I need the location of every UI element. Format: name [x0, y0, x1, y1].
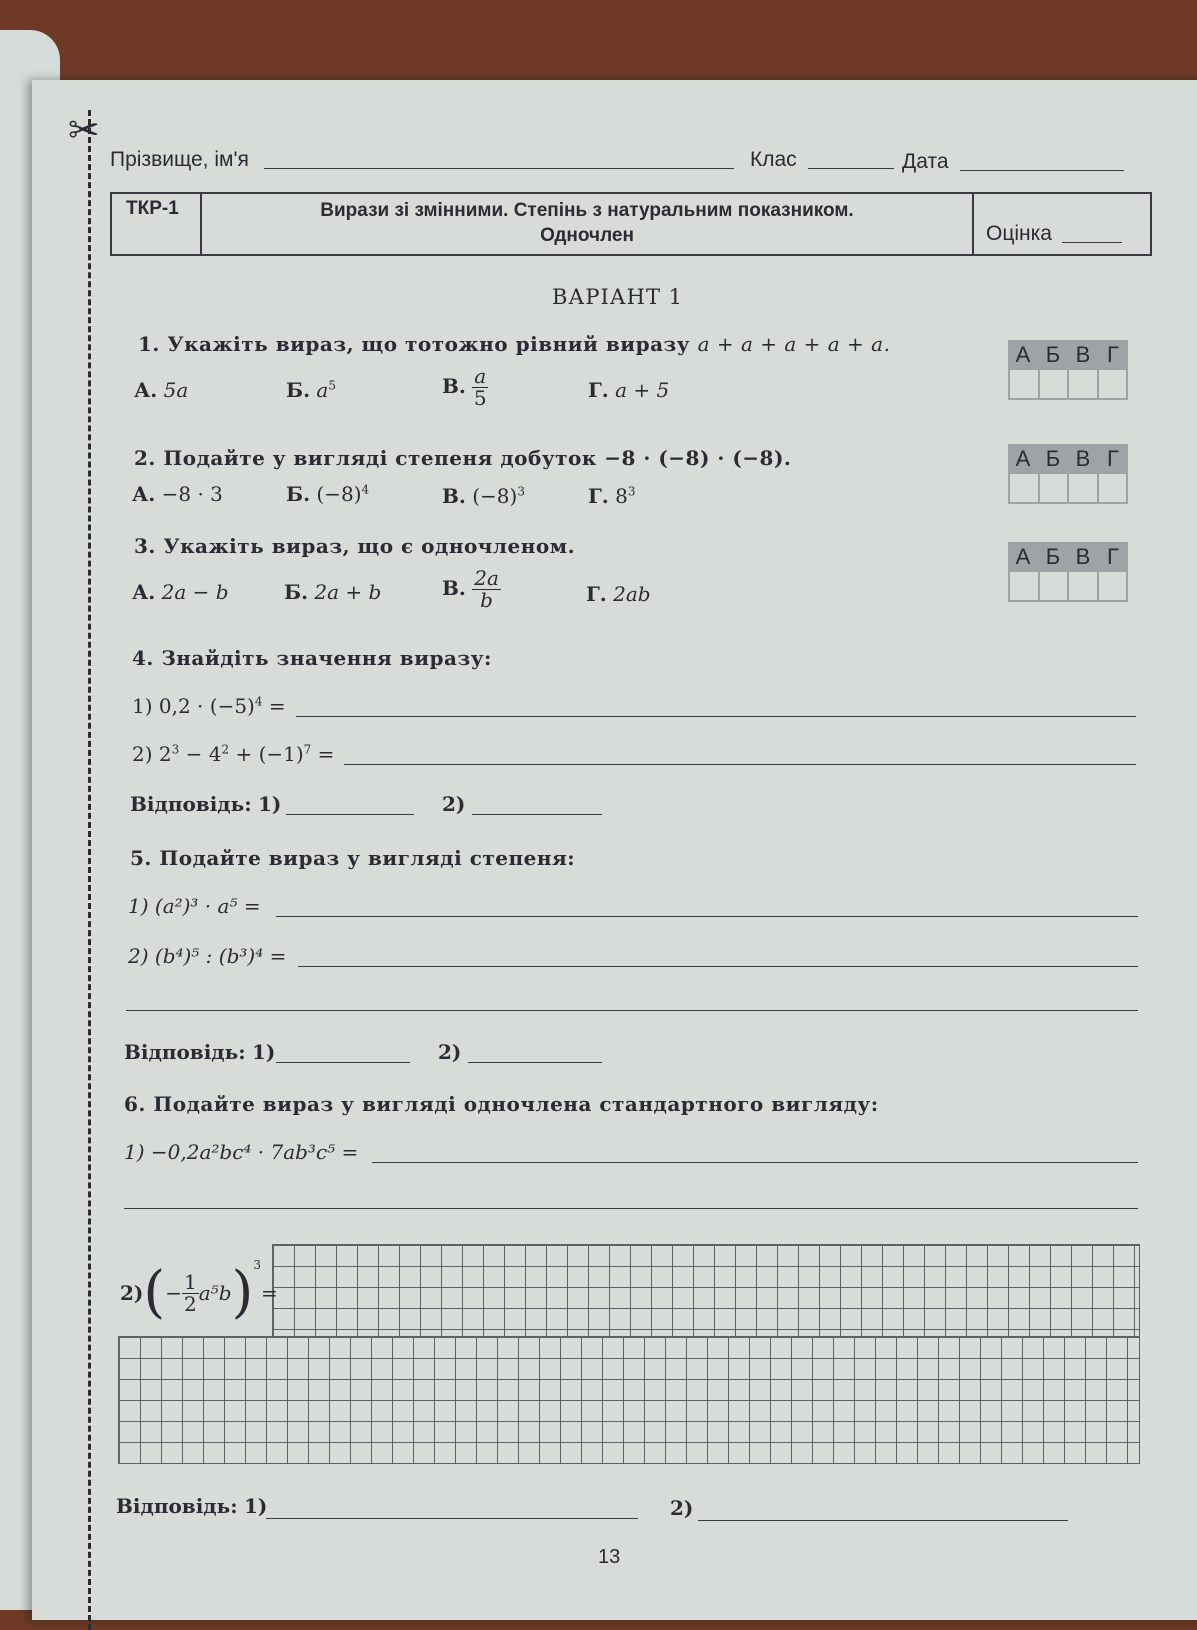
grid-letter-g: Г	[1107, 544, 1119, 569]
q2-option-b-base: (−8)	[316, 482, 362, 506]
q5-item-2: 2) (b⁴)⁵ : (b³)⁴ =	[128, 944, 287, 968]
q4-item-1-base: 1) 0,2 · (−5)	[132, 694, 255, 718]
q6-item-2-fraction	[182, 1269, 199, 1316]
q3-option-a	[132, 580, 229, 604]
question-3-prompt: 3. Укажіть вираз, що є одночленом.	[134, 534, 576, 558]
q4-item-1-eq: =	[262, 694, 286, 718]
q1-option-g-value: a + 5	[615, 378, 670, 402]
grade-field[interactable]	[1062, 242, 1122, 243]
q6-item-2-label: 2)	[120, 1281, 144, 1305]
q4-item-1	[132, 694, 286, 718]
scissors-icon: ✂	[68, 108, 100, 152]
question-5-prompt: 5. Подайте вираз у вигляді степеня:	[130, 846, 576, 870]
q4-item-2-answer-line[interactable]	[344, 764, 1136, 765]
q5-answer-1-field[interactable]	[276, 1062, 410, 1063]
grid-letter-g: Г	[1107, 446, 1119, 471]
surname-field[interactable]	[264, 168, 734, 169]
q4-item-2-c: + (−1)	[229, 742, 304, 766]
answer-cell[interactable]	[1069, 474, 1099, 502]
q2-option-g-label: Г.	[588, 484, 609, 508]
q3-option-g-value: 2ab	[613, 582, 651, 606]
q1-option-v	[442, 366, 488, 409]
left-paren: (	[143, 1260, 166, 1325]
question-1-prompt: 1. Укажіть вираз, що тотожно рівний виразу	[138, 332, 691, 356]
q5-item-2-answer-line[interactable]	[298, 966, 1138, 967]
answer-cell[interactable]	[1099, 370, 1127, 398]
answer-cell[interactable]	[1010, 572, 1040, 600]
q4-item-1-answer-line[interactable]	[296, 716, 1136, 717]
q6-item-1-answer-line[interactable]	[372, 1162, 1138, 1163]
date-field[interactable]	[960, 170, 1124, 171]
q6-answer-1-field[interactable]	[266, 1518, 638, 1519]
work-grid-bottom[interactable]	[118, 1336, 1140, 1464]
q6-item-2-body: a⁵b	[198, 1281, 232, 1305]
grid-letter-v: В	[1075, 342, 1091, 367]
q3-option-a-value: 2a − b	[161, 580, 229, 604]
class-field[interactable]	[808, 168, 894, 169]
test-title	[202, 198, 972, 248]
q4-item-2	[132, 742, 334, 766]
answer-cell[interactable]	[1099, 572, 1127, 600]
answer-1-label: 1)	[251, 1040, 276, 1064]
q6-answer-2-field[interactable]	[698, 1520, 1068, 1521]
work-grid-top[interactable]	[272, 1244, 1140, 1340]
q2-option-a-value: −8 · 3	[161, 482, 223, 506]
answer-label: Відповідь:	[130, 792, 252, 816]
q4-item-2-e3: 7	[303, 742, 312, 757]
q6-extra-line[interactable]	[124, 1208, 1138, 1209]
question-1	[138, 332, 890, 356]
q2-answer-grid[interactable]	[1008, 444, 1128, 504]
q2-option-v-exp: 3	[517, 484, 525, 499]
answer-cell[interactable]	[1099, 474, 1127, 502]
q2-option-g-base: 8	[615, 484, 628, 508]
q1-option-v-fraction	[472, 366, 488, 409]
q2-option-a-label: А.	[132, 482, 156, 506]
answer-cell[interactable]	[1069, 370, 1099, 398]
answer-label: Відповідь:	[124, 1040, 246, 1064]
worksheet-page	[32, 80, 1197, 1620]
q4-answer-2-label: 2)	[442, 792, 466, 816]
q1-option-v-den: 5	[473, 386, 487, 410]
q1-answer-grid[interactable]	[1008, 340, 1128, 400]
q1-option-b	[286, 378, 336, 402]
answer-cell[interactable]	[1010, 474, 1040, 502]
answer-cell[interactable]	[1040, 370, 1070, 398]
q1-option-b-exp: 5	[328, 378, 336, 393]
q1-option-a-label: А.	[134, 378, 158, 402]
grid-letter-a: А	[1015, 446, 1031, 471]
q3-option-v-num: 2a	[474, 566, 499, 590]
q1-option-b-base: a	[316, 378, 329, 402]
title-box	[110, 192, 1152, 256]
q4-item-2-a: 2) 2	[132, 742, 172, 766]
answer-cell[interactable]	[1040, 474, 1070, 502]
right-paren: )	[231, 1260, 254, 1325]
test-title-line2: Одночлен	[540, 225, 634, 246]
q6-item-2-eq: =	[261, 1281, 278, 1305]
q4-item-2-b: − 4	[179, 742, 222, 766]
q1-option-a	[134, 378, 188, 402]
q2-option-v-label: В.	[442, 484, 466, 508]
q1-option-b-label: Б.	[286, 378, 311, 402]
q5-extra-line[interactable]	[126, 1010, 1138, 1011]
q3-option-b	[284, 580, 381, 604]
class-label: Клас	[750, 148, 797, 171]
grid-letter-b: Б	[1045, 342, 1061, 367]
q2-option-b-exp: 4	[361, 482, 370, 497]
test-code-cell	[112, 194, 202, 254]
q2-option-b-label: Б.	[286, 482, 311, 506]
q5-answer-2-field[interactable]	[468, 1062, 602, 1063]
page-number: 13	[598, 1546, 621, 1568]
grid-letter-g: Г	[1107, 342, 1119, 367]
q3-option-a-label: А.	[132, 580, 156, 604]
q3-option-g-label: Г.	[586, 582, 607, 606]
variant-title: ВАРІАНТ 1	[552, 285, 684, 309]
question-1-expr: a + a + a + a + a.	[697, 332, 891, 356]
q3-option-v-fraction	[472, 568, 501, 611]
q3-answer-grid[interactable]	[1008, 542, 1128, 602]
q1-option-g-label: Г.	[588, 378, 609, 402]
q6-item-1: 1) −0,2a²bc⁴ · 7ab³c⁵ =	[124, 1140, 359, 1164]
surname-label: Прізвище, ім'я	[110, 148, 249, 171]
q4-item-2-eq: =	[311, 742, 335, 766]
q2-option-v-base: (−8)	[472, 484, 518, 508]
answer-cell[interactable]	[1069, 572, 1099, 600]
q3-option-b-value: 2a + b	[314, 580, 382, 604]
q5-item-1-answer-line[interactable]	[276, 916, 1138, 917]
q5-item-1: 1) (a²)³ · a⁵ =	[128, 894, 261, 918]
date-label: Дата	[902, 150, 949, 173]
grid-letter-v: В	[1075, 544, 1091, 569]
test-code: ТКР-1	[126, 198, 179, 219]
cut-line	[88, 110, 91, 1630]
q5-answer-row	[124, 1040, 275, 1064]
q4-answer-1-field[interactable]	[286, 814, 414, 815]
q1-option-g	[588, 378, 669, 402]
q6-item-2-exp: 3	[253, 1258, 261, 1272]
q4-item-2-e1: 3	[171, 742, 180, 757]
grid-letter-a: А	[1015, 544, 1031, 569]
grid-letter-b: Б	[1045, 446, 1061, 471]
grid-letter-a: А	[1015, 342, 1031, 367]
q3-option-b-label: Б.	[284, 580, 309, 604]
q4-answer-row	[130, 792, 281, 816]
grade-cell	[972, 194, 1150, 254]
q2-option-g	[588, 484, 636, 508]
q6-answer-2-label: 2)	[670, 1496, 694, 1520]
q1-option-v-num: a	[474, 364, 487, 388]
q6-item-2	[120, 1258, 278, 1328]
q3-option-v	[442, 568, 501, 611]
q6-answer-row	[116, 1494, 267, 1518]
answer-cell[interactable]	[1040, 572, 1070, 600]
q6-item-2-num: 1	[184, 1269, 197, 1294]
grid-letter-v: В	[1075, 446, 1091, 471]
test-title-line1: Вирази зі змінними. Степінь з натуральним показником.	[320, 200, 854, 221]
q1-option-a-value: 5a	[163, 378, 189, 402]
q6-item-2-den: 2	[184, 1291, 197, 1316]
q5-answer-2-label: 2)	[438, 1040, 462, 1064]
q2-option-a	[132, 482, 223, 506]
q3-option-g	[586, 582, 651, 606]
answer-cell[interactable]	[1010, 370, 1040, 398]
q4-answer-2-field[interactable]	[472, 814, 602, 815]
answer-label: Відповідь:	[116, 1494, 238, 1518]
grid-letter-b: Б	[1045, 544, 1061, 569]
question-4-prompt: 4. Знайдіть значення виразу:	[132, 646, 492, 670]
question-2-prompt: 2. Подайте у вигляді степеня добуток −8 · (−8) · (−8).	[134, 446, 792, 470]
q2-option-v	[442, 484, 525, 508]
answer-1-label: 1)	[243, 1494, 268, 1518]
q1-option-v-label: В.	[442, 374, 466, 398]
answer-1-label: 1)	[257, 792, 282, 816]
q6-item-2-minus: −	[165, 1281, 183, 1305]
q2-option-b	[286, 482, 369, 506]
q3-option-v-label: В.	[442, 576, 466, 600]
q3-option-v-den: b	[480, 588, 493, 612]
q4-item-2-e2: 2	[221, 742, 230, 757]
question-6-prompt: 6. Подайте вираз у вигляді одночлена стандартного вигляду:	[124, 1092, 879, 1116]
q4-item-1-exp: 4	[254, 694, 263, 709]
q2-option-g-exp: 3	[627, 484, 636, 499]
grade-label: Оцінка	[986, 222, 1052, 245]
